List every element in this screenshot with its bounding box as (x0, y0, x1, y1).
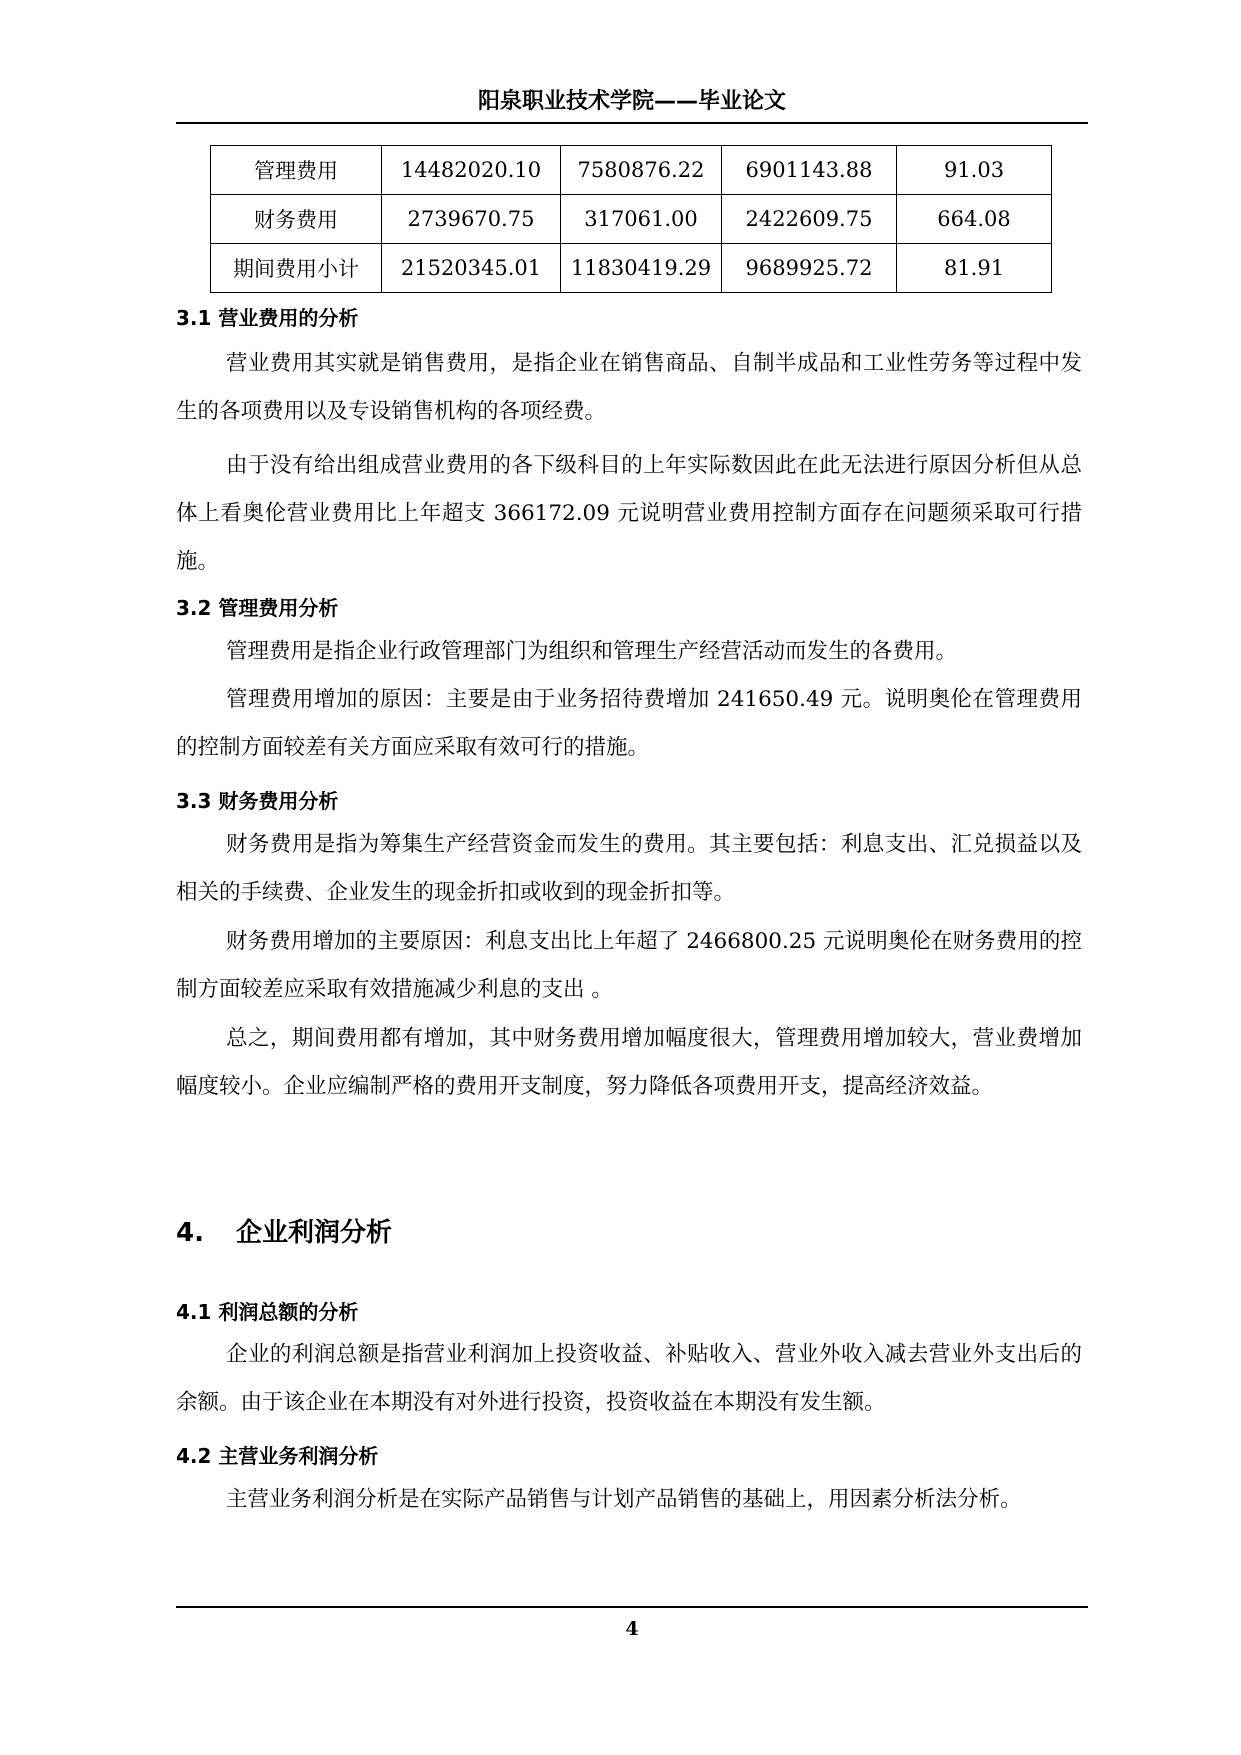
header-rule (176, 122, 1088, 124)
paragraph: 财务费用增加的主要原因：利息支出比上年超了 2466800.25 元说明奥伦在财务费用的控制方面较差应采取有效措施减少利息的支出 。 (176, 929, 1082, 1002)
paragraph: 企业的利润总额是指营业利润加上投资收益、补贴收入、营业外收入减去营业外支出后的余额。由于该企业在本期没有对外进行投资，投资收益在本期没有发生额。 (176, 1342, 1082, 1415)
table-cell: 6901143.88 (722, 146, 897, 195)
section-heading-3-2: 3.2 管理费用分析 (176, 596, 339, 620)
paragraph: 财务费用是指为筹集生产经营资金而发生的费用。其主要包括：利息支出、汇兑损益以及相关的手续费、企业发生的现金折扣或收到的现金折扣等。 (176, 832, 1082, 905)
paragraph: 主营业务利润分析是在实际产品销售与计划产品销售的基础上，用因素分析法分析。 (226, 1487, 1022, 1512)
table-cell: 期间费用小计 (211, 244, 382, 293)
table-cell: 91.03 (897, 146, 1052, 195)
section-heading-4-1: 4.1 利润总额的分析 (176, 1300, 359, 1324)
table-row (211, 195, 1052, 244)
expense-table (210, 145, 1052, 293)
table-cell: 14482020.10 (382, 146, 561, 195)
paragraph: 总之，期间费用都有增加，其中财务费用增加幅度很大，管理费用增加较大，营业费增加幅度较小。企业应编制严格的费用开支制度，努力降低各项费用开支，提高经济效益。 (176, 1026, 1082, 1099)
table-cell: 317061.00 (561, 195, 722, 244)
chapter-title: 企业利润分析 (236, 1218, 393, 1248)
table-row (211, 244, 1052, 293)
paragraph: 管理费用是指企业行政管理部门为组织和管理生产经营活动而发生的各费用。 (226, 639, 958, 664)
section-heading-3-3: 3.3 财务费用分析 (176, 789, 339, 813)
paragraph: 营业费用其实就是销售费用，是指企业在销售商品、自制半成品和工业性劳务等过程中发生的各项费用以及专设销售机构的各项经费。 (176, 351, 1082, 424)
table-cell: 财务费用 (211, 195, 382, 244)
table-cell: 2422609.75 (722, 195, 897, 244)
table-cell: 2739670.75 (382, 195, 561, 244)
table-cell: 664.08 (897, 195, 1052, 244)
page-number: 4 (625, 1618, 639, 1640)
table-cell: 11830419.29 (561, 244, 722, 293)
chapter-number: 4. (176, 1218, 204, 1248)
table-cell: 81.91 (897, 244, 1052, 293)
chapter-heading-4 (176, 1212, 392, 1249)
table-cell: 管理费用 (211, 146, 382, 195)
table-cell: 7580876.22 (561, 146, 722, 195)
paragraph: 管理费用增加的原因：主要是由于业务招待费增加 241650.49 元。说明奥伦在管理费用的控制方面较差有关方面应采取有效可行的措施。 (176, 687, 1082, 760)
table-cell: 21520345.01 (382, 244, 561, 293)
section-heading-3-1: 3.1 营业费用的分析 (176, 306, 359, 330)
footer-rule (176, 1606, 1088, 1608)
section-heading-4-2: 4.2 主营业务利润分析 (176, 1444, 379, 1468)
table-cell: 9689925.72 (722, 244, 897, 293)
page-header-title: 阳泉职业技术学院——毕业论文 (477, 89, 786, 114)
paragraph: 由于没有给出组成营业费用的各下级科目的上年实际数因此在此无法进行原因分析但从总体上看奥伦营业费用比上年超支 366172.09 元说明营业费用控制方面存在问题须采取可行措施。 (176, 453, 1082, 574)
table-row (211, 146, 1052, 195)
